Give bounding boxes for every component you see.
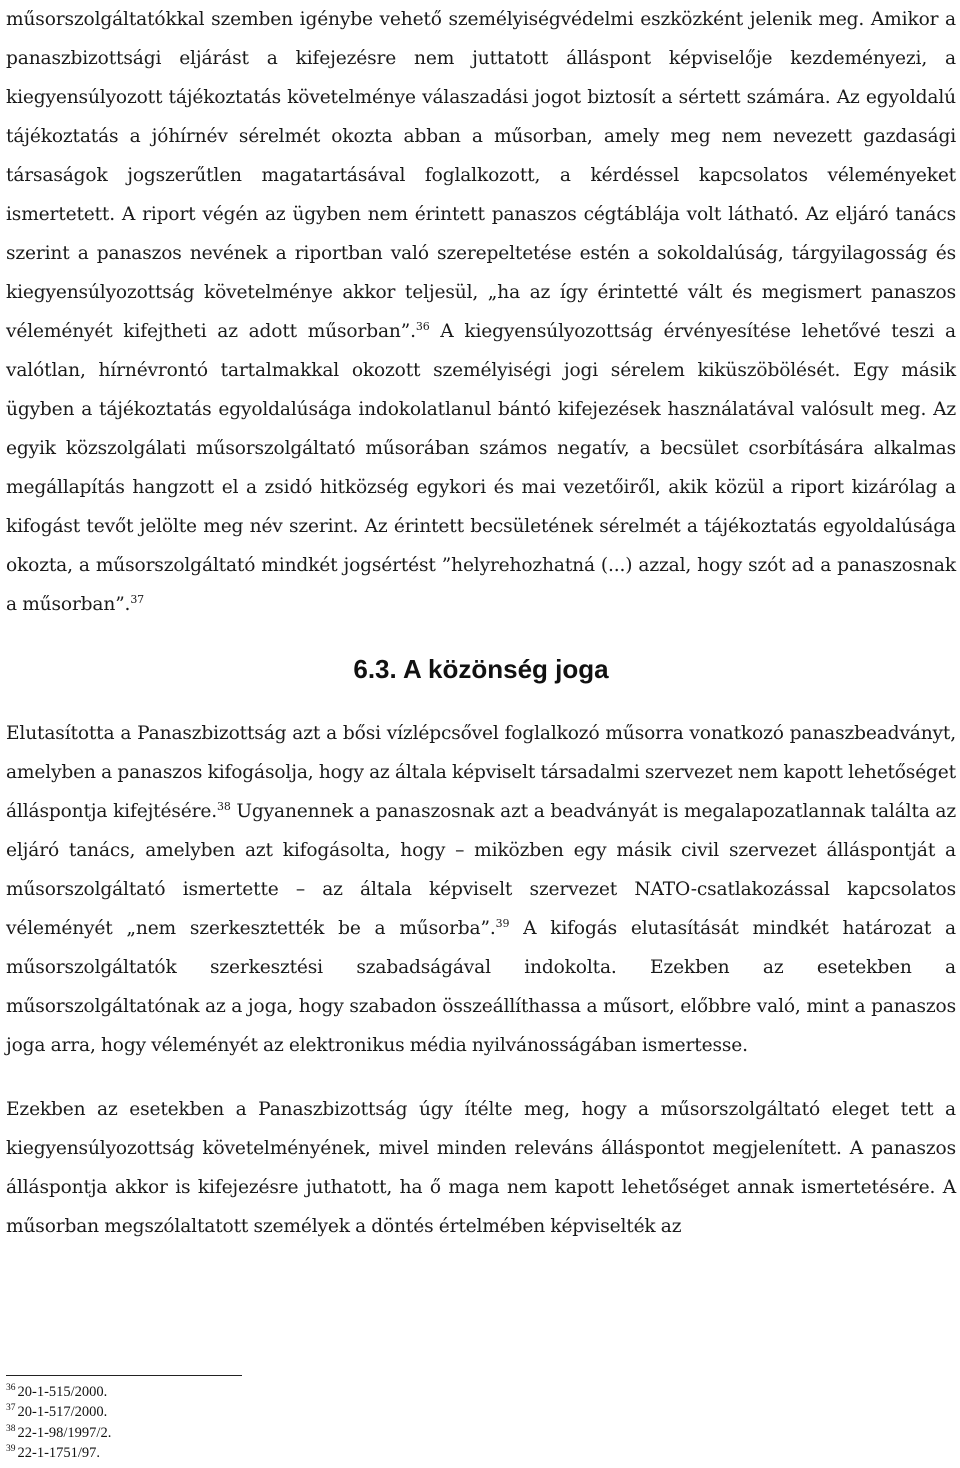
paragraph-text: Ugyanennek a panaszosnak azt a beadványát is megalapozatlannak találta az eljáró tanács, amelyben azt kifogásolta, hogy – miközben egy másik civil szervezet álláspontját a műsorszolgáltató ismertette – az általa képviselt szervezet NATO-csatlakozással kapcsolatos véleményét „nem szerkesztették be a műsorba”. xyxy=(6,801,957,939)
footnote-number: 37 xyxy=(6,1403,16,1414)
paragraph-text: Elutasította a Panaszbizottság azt a bősi vízlépcsővel foglalkozó műsorra vonatkozó panaszbeadványt, amelyben a panaszos kifogásolja, hogy az általa képviselt társadalmi szervezet nem kapott lehetőséget álláspontja kifejtésére. xyxy=(6,723,956,822)
footnote xyxy=(6,1443,406,1463)
body-paragraph: Ezekben az esetekben a Panaszbizottság úgy ítélte meg, hogy a műsorszolgáltató eleget tett a kiegyensúlyozottság követelményének, mivel minden releváns álláspontot megjelenített. A panaszos álláspontja akkor is kifejezésre juthatott, ha ő maga nem kapott lehetőséget annak ismertetésére. A műsorban megszólaltatott személyek a döntés értelmében képviselték az xyxy=(6,1099,956,1237)
footnote-number: 39 xyxy=(6,1444,16,1455)
footnote-number: 36 xyxy=(6,1383,16,1394)
body-paragraph xyxy=(6,0,956,624)
footnote-reference: 36 xyxy=(415,319,430,333)
footnote xyxy=(6,1423,406,1443)
footnote-text: 20-1-517/2000. xyxy=(17,1404,108,1421)
footnote-separator xyxy=(6,1375,242,1376)
footnote-text: 22-1-98/1997/2. xyxy=(17,1424,112,1441)
paragraph-text: A kifogás elutasítását mindkét határozat a műsorszolgáltatók szerkesztési szabadságával indokolta. Ezekben az esetekben a műsorszolgáltatónak az a joga, hogy szabadon összeállíthassa a műsort, előbbre való, mint a panaszos joga arra, hogy véleményét az elektronikus média nyilvánosságában ismertesse. xyxy=(6,918,956,1056)
footnote-number: 38 xyxy=(6,1423,16,1434)
footnote-reference: 37 xyxy=(130,592,145,606)
footnote-text: 22-1-1751/97. xyxy=(17,1444,101,1461)
footnote-reference: 39 xyxy=(495,916,510,930)
footnote xyxy=(6,1382,406,1402)
footnote-reference: 38 xyxy=(216,799,231,813)
footnotes xyxy=(6,1382,406,1463)
paragraph-text: A kiegyensúlyozottság érvényesítése lehetővé teszi a valótlan, hírnévrontó tartalmakkal okozott személyiségi jogi sérelem kiküszöbölését. Egy másik ügyben a tájékoztatás egyoldalúsága indokolatlanul bántó kifejezések használatával valósult meg. Az egyik közszolgálati műsorszolgáltató műsorában számos negatív, a becsület csorbítására alkalmas megállapítás hangzott el a zsidó hitközség egykori és mai vezetőiről, akik közül a riport kizárólag a kifogást tevőt jelölte meg név szerint. Az érintett becsületének sérelmét a tájékoztatás egyoldalúsága okozta, a műsorszolgáltató mindkét jogsértést ”helyrehozhatná (...) azzal, hogy szót ad a panaszosnak a műsorban”. xyxy=(6,321,956,615)
body-paragraph xyxy=(6,714,956,1065)
document-page xyxy=(6,0,956,1246)
footnote-text: 20-1-515/2000. xyxy=(17,1384,108,1400)
paragraph-text: műsorszolgáltatókkal szemben igénybe vehető személyiségvédelmi eszközként jelenik meg. Amikor a panaszbizottsági eljárást a kifejezésre nem juttatott álláspont képviselője kezdeményezi, a kiegyensúlyozott tájékoztatás követelménye válaszadási jogot biztosít a sértett számára. Az egyoldalú tájékoztatás a jóhírnév sérelmét okozta abban a műsorban, amely meg nem nevezett gazdasági társaságok jogszerűtlen magatartásával foglalkozott, a kérdéssel kapcsolatos véleményeket ismertetett. A riport végén az ügyben nem érintett panaszos cégtáblája volt látható. Az eljáró tanács szerint a panaszos nevének a riportban való szerepeltetése estén a sokoldalúság, tárgyilagosság és kiegyensúlyozottság követelménye akkor teljesül, „ha az így érintetté vált és megismert panaszos véleményét kifejtheti az adott műsorban”. xyxy=(6,9,956,342)
footnote xyxy=(6,1402,406,1422)
section-heading: 6.3. A közönség joga xyxy=(353,654,609,684)
